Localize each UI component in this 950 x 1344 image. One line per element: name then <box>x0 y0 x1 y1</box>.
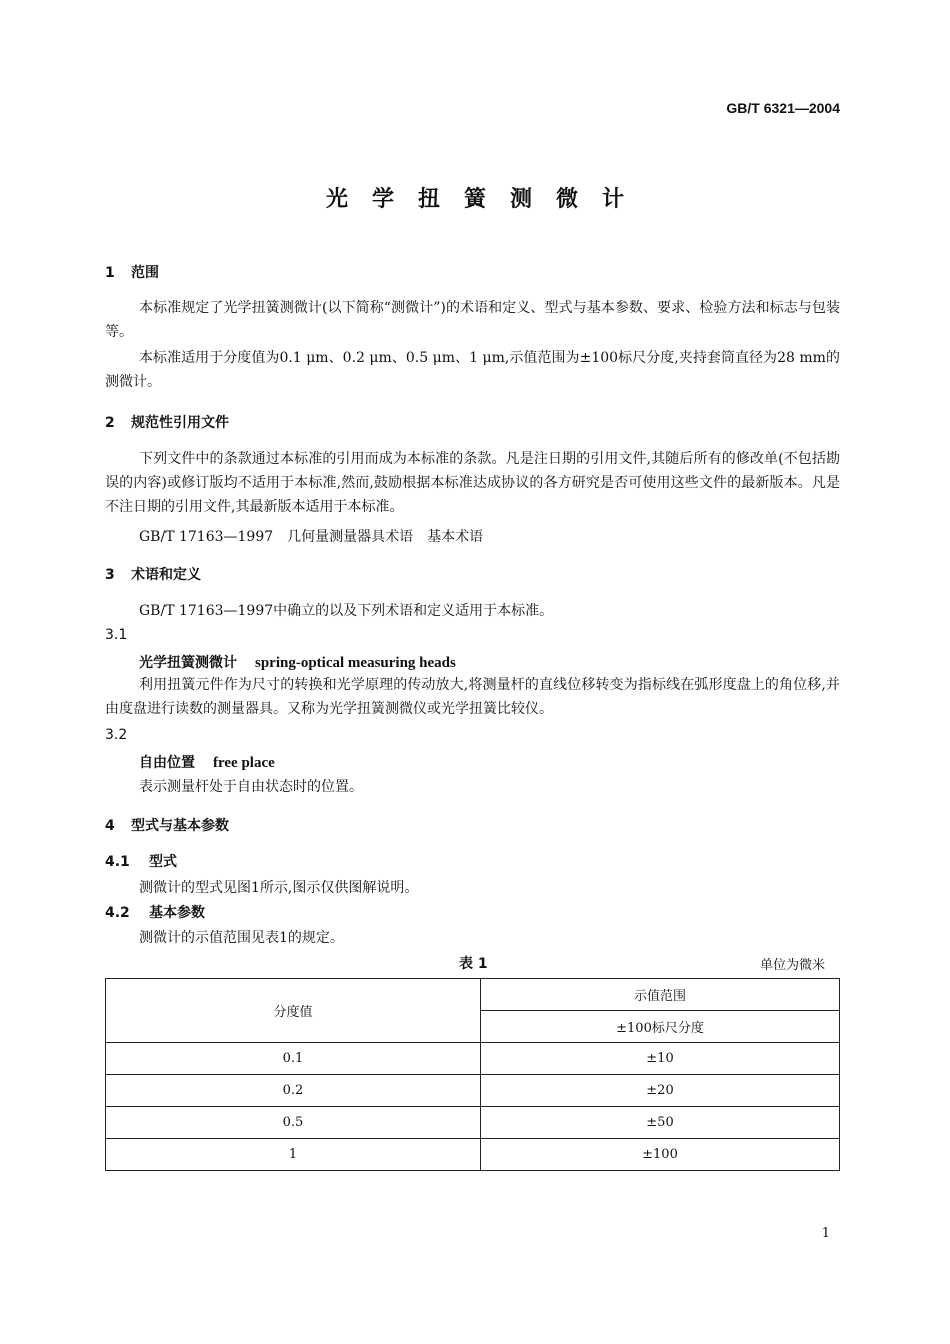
section-title: 术语和定义 <box>131 567 201 583</box>
cell-range: ±100 <box>481 1139 840 1171</box>
section-4-2-text: 测微计的示值范围见表1的规定。 <box>139 930 344 946</box>
term-chinese: 光学扭簧测微计 <box>139 655 237 671</box>
table-row <box>106 1043 840 1075</box>
section-4-2-heading <box>105 902 205 922</box>
term-3-2-number: 3.2 <box>105 727 128 743</box>
section-number: 2 <box>105 415 115 431</box>
section-4-1-text: 测微计的型式见图1所示,图示仅供图解说明。 <box>139 880 419 896</box>
table-unit: 单位为微米 <box>759 958 825 973</box>
cell-range: ±50 <box>481 1107 840 1139</box>
section-4-heading <box>105 815 229 835</box>
cell-division: 1 <box>106 1139 481 1171</box>
header-range-unit: ±100标尺分度 <box>481 1011 840 1043</box>
section-title: 型式 <box>149 854 177 870</box>
term-3-2 <box>139 752 275 772</box>
section-number: 4.2 <box>105 905 130 921</box>
section-number: 4.1 <box>105 854 130 870</box>
section-number: 4 <box>105 818 115 834</box>
table-caption: 表 1 <box>459 956 488 972</box>
term-3-1-definition: 利用扭簧元件作为尺寸的转换和光学原理的传动放大,将测量杆的直线位移转变为指标线在弧形度盘上的角位移,并由度盘进行读数的测量器具。又称为光学扭簧测微仪或光学扭簧比较仪。 <box>105 677 840 717</box>
section-1-paragraph-2: 本标准适用于分度值为0.1 μm、0.2 μm、0.5 μm、1 μm,示值范围为±100标尺分度,夹持套筒直径为28 mm的测微计。 <box>105 350 840 390</box>
cell-division: 0.2 <box>106 1075 481 1107</box>
section-title: 基本参数 <box>149 905 205 921</box>
cell-range: ±10 <box>481 1043 840 1075</box>
page-number: 1 <box>821 1226 830 1241</box>
section-number: 1 <box>105 265 115 281</box>
section-3-heading <box>105 564 201 584</box>
section-title: 型式与基本参数 <box>131 818 229 834</box>
section-number: 3 <box>105 567 115 583</box>
table-row <box>106 1107 840 1139</box>
table-row <box>106 1139 840 1171</box>
header-division: 分度值 <box>106 979 481 1043</box>
section-1-paragraph-1: 本标准规定了光学扭簧测微计(以下简称“测微计”)的术语和定义、型式与基本参数、要求、检验方法和标志与包装等。 <box>105 300 840 340</box>
term-english: spring-optical measuring heads <box>255 655 456 671</box>
section-3-intro: GB/T 17163—1997中确立的以及下列术语和定义适用于本标准。 <box>139 603 554 619</box>
term-chinese: 自由位置 <box>139 755 195 771</box>
cell-division: 0.5 <box>106 1107 481 1139</box>
section-1-heading <box>105 262 159 282</box>
term-3-2-definition: 表示测量杆处于自由状态时的位置。 <box>139 779 363 795</box>
term-3-1-number: 3.1 <box>105 627 128 643</box>
table-header-row <box>106 979 840 1011</box>
document-title: 光学扭簧测微计 <box>325 187 648 212</box>
table-1 <box>105 978 840 1171</box>
section-4-1-heading <box>105 851 177 871</box>
standard-code: GB/T 6321—2004 <box>726 100 840 116</box>
section-title: 范围 <box>131 265 159 281</box>
table-row <box>106 1075 840 1107</box>
term-english: free place <box>213 755 275 771</box>
cell-division: 0.1 <box>106 1043 481 1075</box>
section-title: 规范性引用文件 <box>131 415 229 431</box>
normative-reference: GB/T 17163—1997 几何量测量器具术语 基本术语 <box>139 529 484 545</box>
section-2-paragraph-1: 下列文件中的条款通过本标准的引用而成为本标准的条款。凡是注日期的引用文件,其随后所有的修改单(不包括勘误的内容)或修订版均不适用于本标准,然而,鼓励根据本标准达成协议的各方研究是否可使用这些文件的最新版本。凡是不注日期的引用文件,其最新版本适用于本标准。 <box>105 451 840 515</box>
section-2-heading <box>105 412 229 432</box>
term-3-1 <box>139 652 456 672</box>
header-range: 示值范围 <box>481 979 840 1011</box>
cell-range: ±20 <box>481 1075 840 1107</box>
